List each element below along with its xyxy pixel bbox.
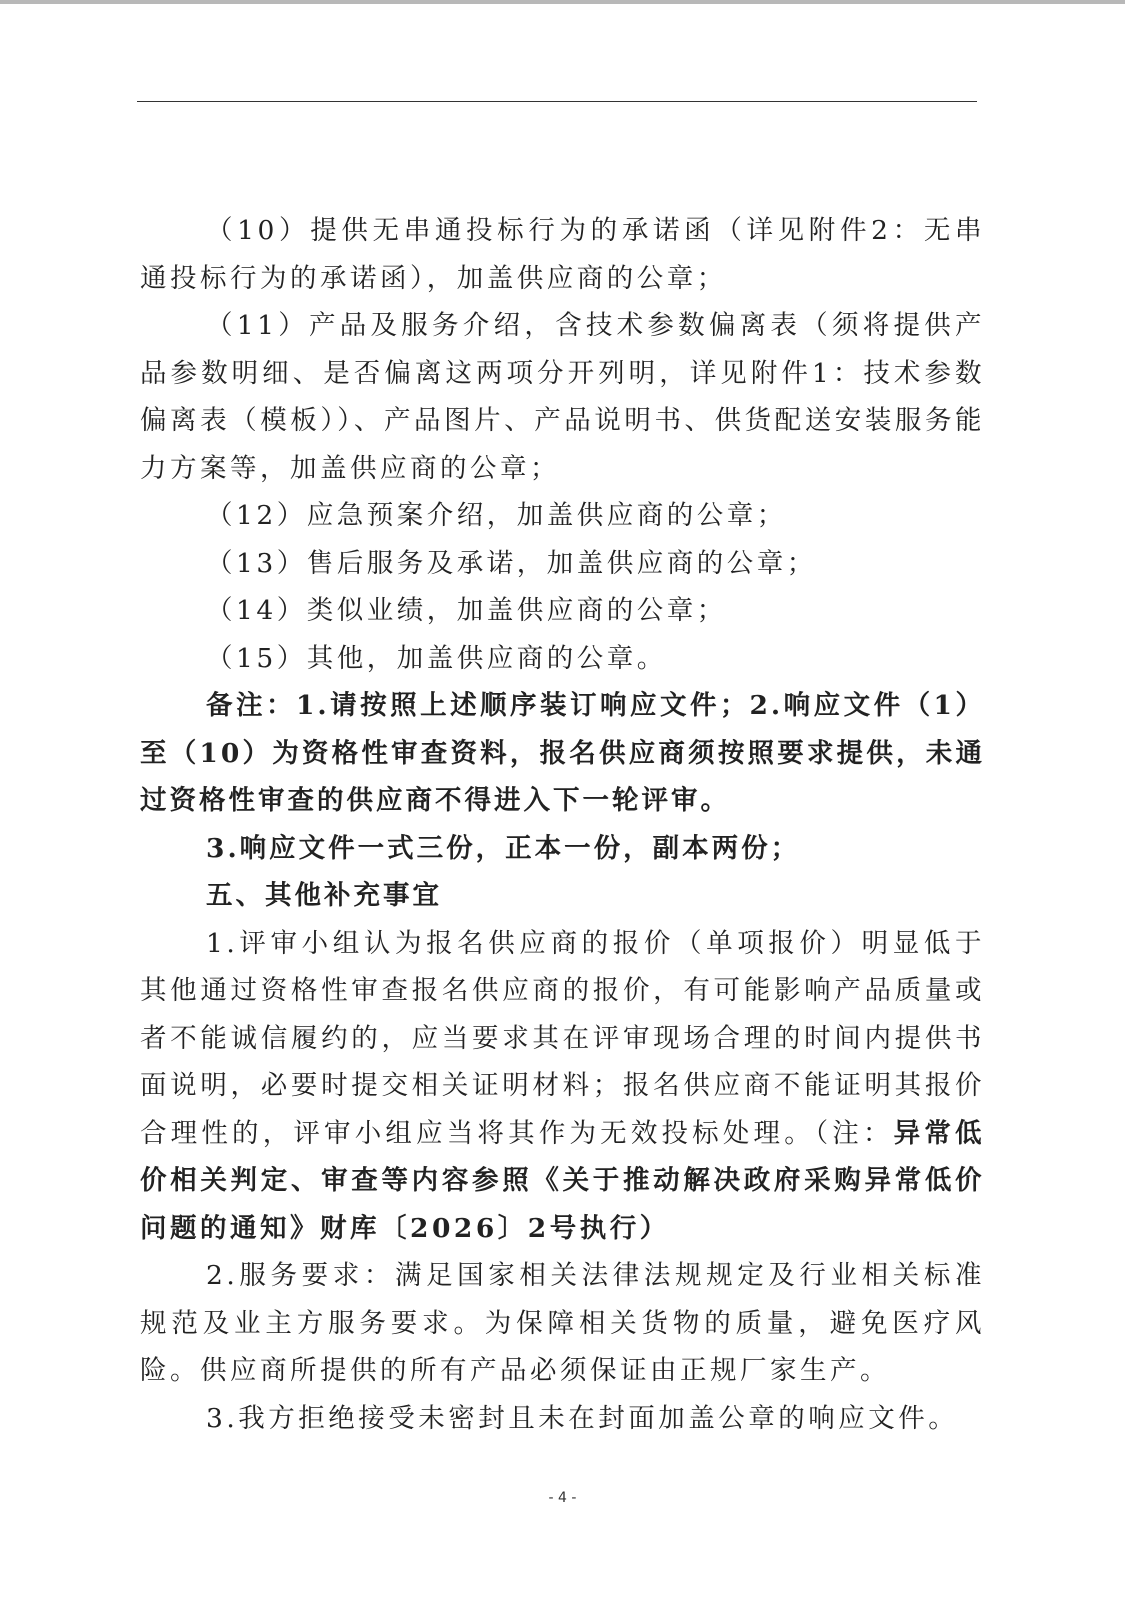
item-12: （12）应急预案介绍，加盖供应商的公章； <box>206 500 787 531</box>
document-body <box>140 207 985 1442</box>
note-binding-order: 备注：1.请按照上述顺序装订响应文件；2.响应文件（1）至（10）为资格性审查资料，报名供应商须按照要求提供，未通过资格性审查的供应商不得进入下一轮评审。 <box>140 690 985 816</box>
section-item-3: 3.我方拒绝接受未密封且未在封面加盖公章的响应文件。 <box>206 1402 959 1434</box>
section-item-1-note: 异常低价相关判定、审查等内容参照《关于推动解决政府采购异常低价问题的通知》财库〔2026〕2号执行） <box>140 1117 986 1244</box>
item-14: （14）类似业绩，加盖供应商的公章； <box>206 595 727 626</box>
section-item-2: 2.服务要求：满足国家相关法律法规规定及行业相关标准规范及业主方服务要求。为保障相关货物的质量，避免医疗风险。供应商所提供的所有产品必须保证由正规厂家生产。 <box>140 1260 985 1386</box>
item-10: （10）提供无串通投标行为的承诺函（详见附件2：无串通投标行为的承诺函），加盖供应商的公章； <box>140 215 985 294</box>
scan-edge <box>0 0 1125 4</box>
item-13: （13）售后服务及承诺，加盖供应商的公章； <box>206 547 817 579</box>
header-rule <box>137 101 977 102</box>
note-copies: 3.响应文件一式三份，正本一份，副本两份； <box>206 832 801 864</box>
item-15: （15）其他，加盖供应商的公章。 <box>206 642 667 674</box>
item-11: （11）产品及服务介绍，含技术参数偏离表（须将提供产品参数明细、是否偏离这两项分开列明，详见附件1：技术参数偏离表（模板））、产品图片、产品说明书、供货配送安装服务能力方案等，加盖供应商的公章； <box>140 310 985 484</box>
page-number: - 4 - <box>548 1490 577 1506</box>
section-heading: 五、其他补充事宜 <box>206 880 442 911</box>
section-item-1 <box>140 920 985 1253</box>
section-item-1-text: 1.评审小组认为报名供应商的报价（单项报价）明显低于其他通过资格性审查报名供应商的报价，有可能影响产品质量或者不能诚信履约的，应当要求其在评审现场合理的时间内提供书面说明，必要时提交相关证明材料；报名供应商不能证明其报价合理性的，评审小组应当将其作为无效投标处理。（注： <box>140 927 985 1149</box>
